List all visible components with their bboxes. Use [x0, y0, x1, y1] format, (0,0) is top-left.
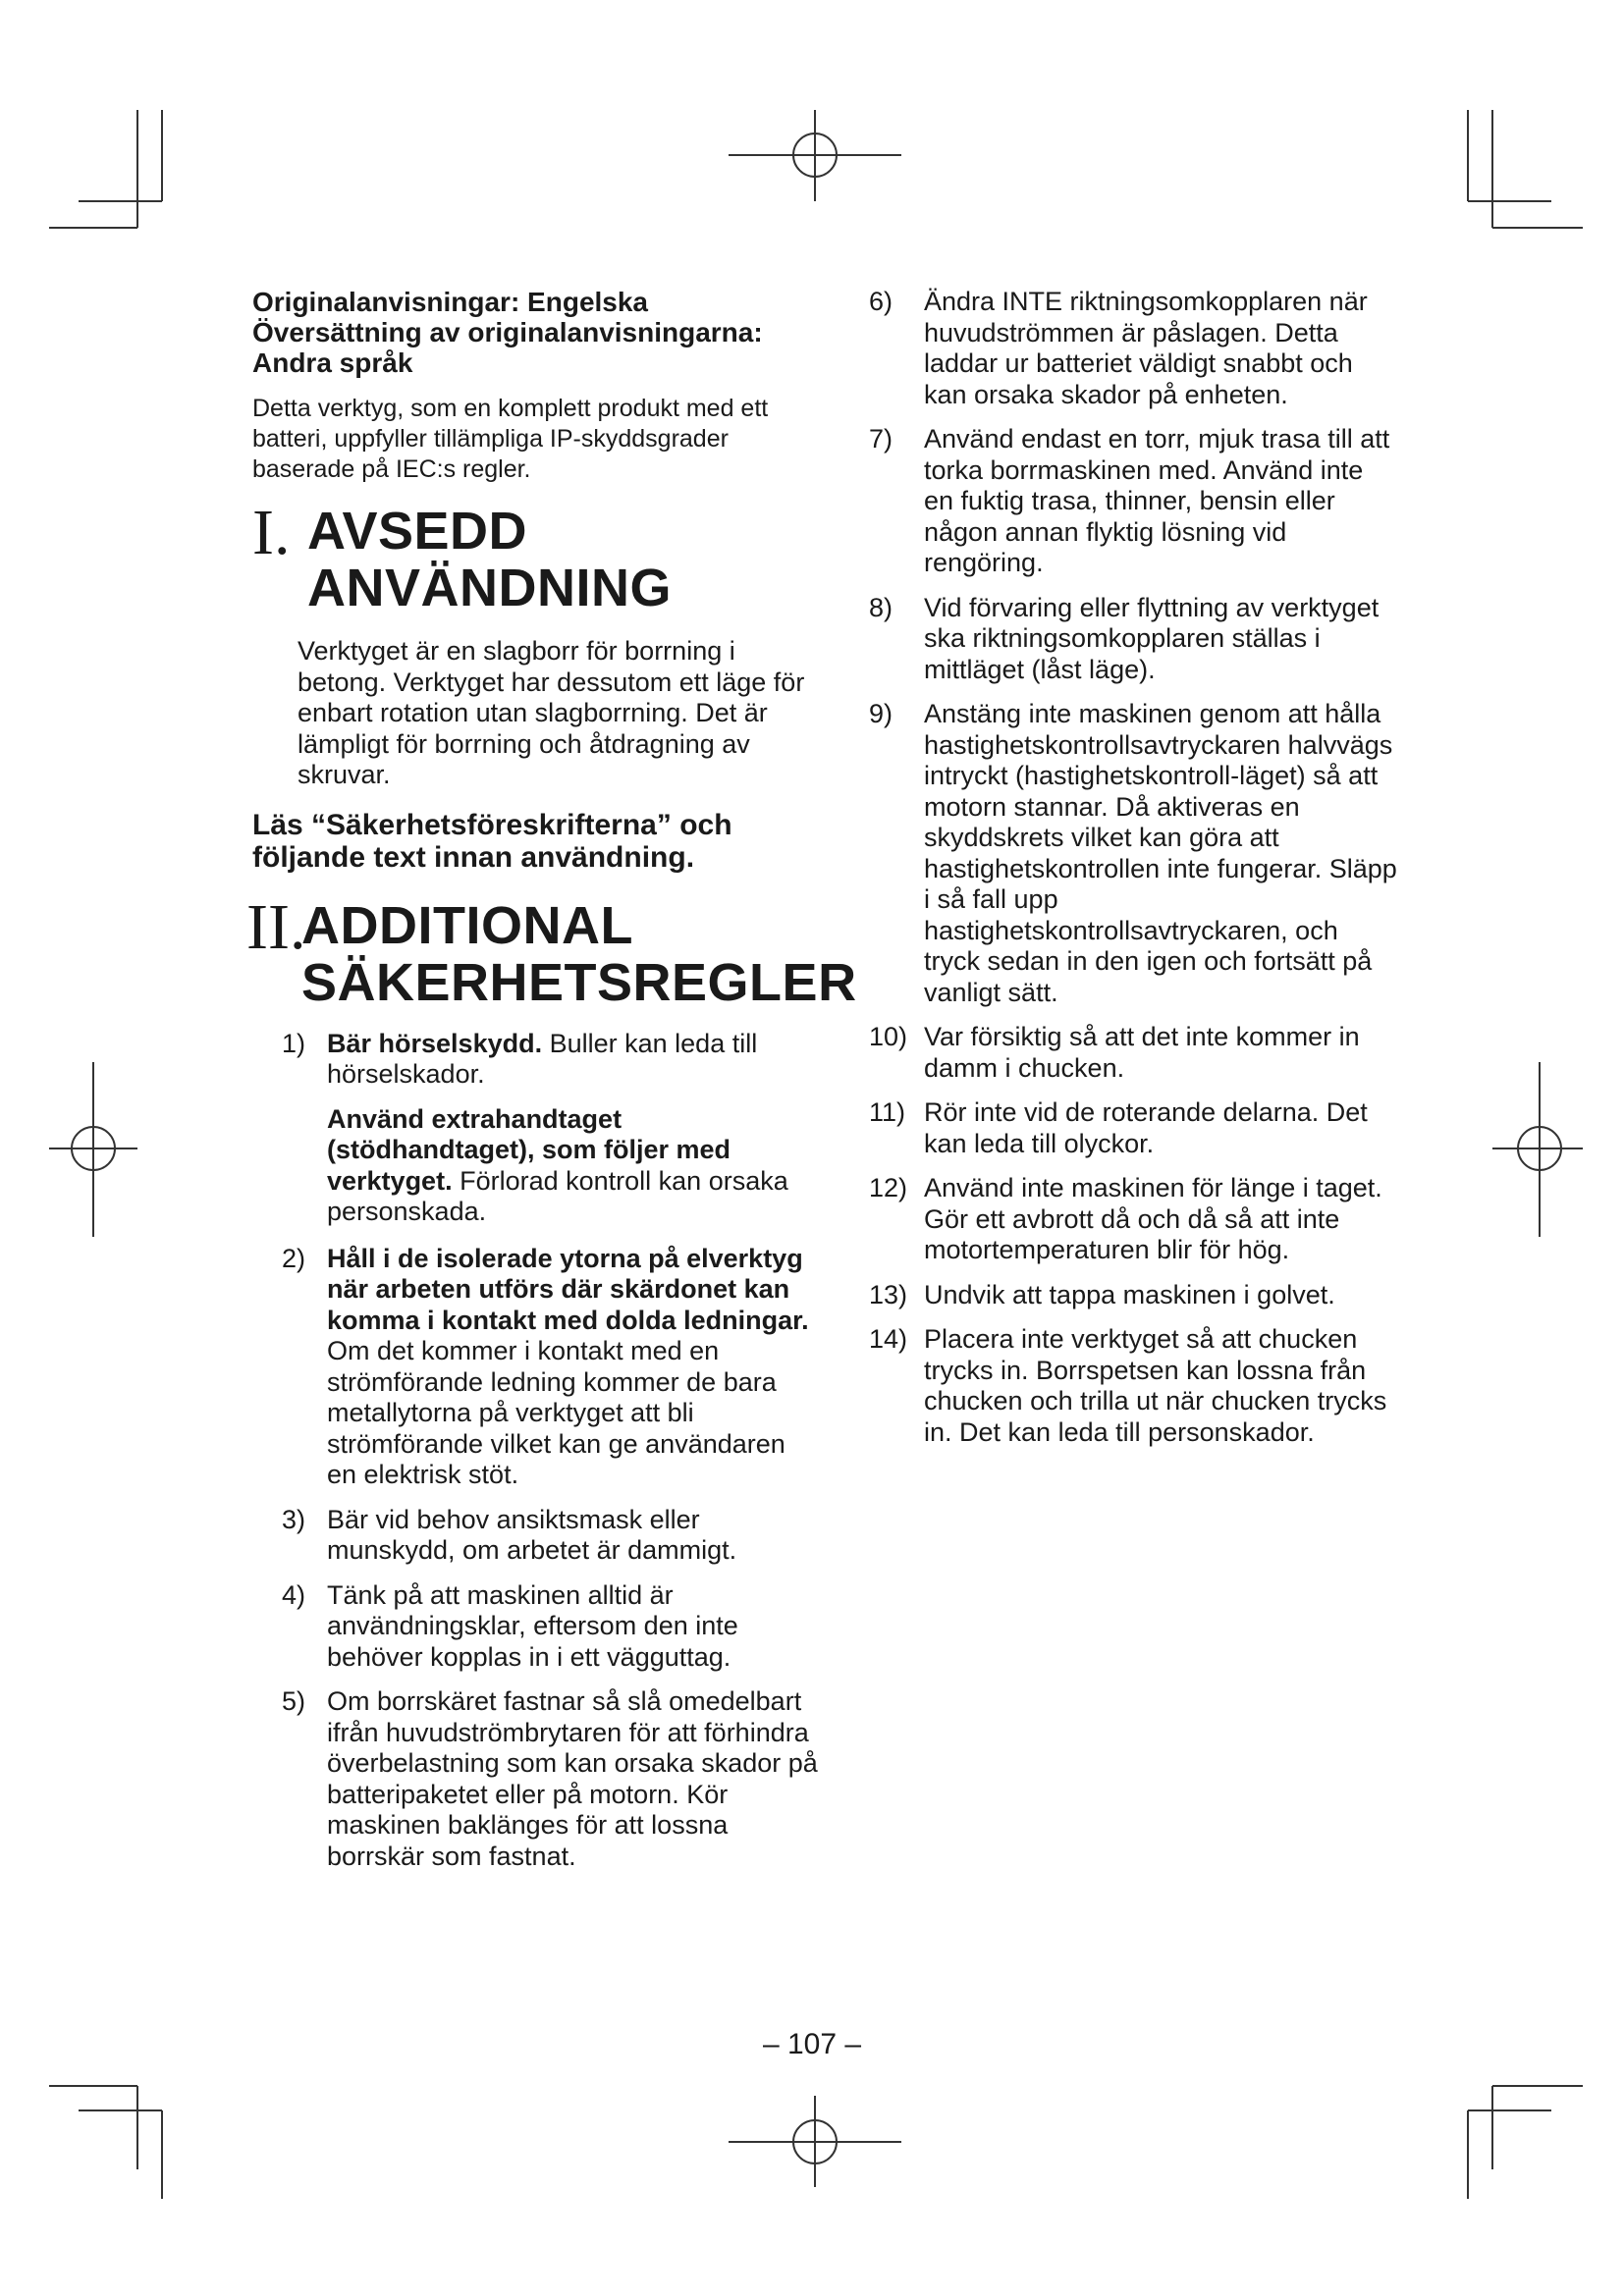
rule-number: 12) — [869, 1173, 908, 1202]
header-line-1: Originalanvisningar: Engelska — [252, 287, 649, 317]
rule-13 — [869, 1280, 1399, 1311]
rule-number: 2) — [282, 1243, 306, 1273]
rule-10 — [869, 1022, 1399, 1084]
rule-2 — [282, 1244, 822, 1491]
section-2-title: ADDITIONAL SÄKERHETSREGLER — [301, 895, 857, 1012]
rule-7-text: Använd endast en torr, mjuk trasa till att torka borrmaskinen med. Använd inte en fuktig trasa, thinner, bensin eller någon annan flyktig lösning vid rengöring. — [924, 424, 1390, 577]
rule-number: 9) — [869, 699, 893, 728]
rule-8 — [869, 593, 1399, 686]
rule-1-sub — [327, 1104, 822, 1228]
rule-6 — [869, 287, 1399, 410]
page-number: – 107 – — [762, 2028, 862, 2060]
rule-4-text: Tänk på att maskinen alltid är användningsklar, eftersom den inte behöver kopplas in i ett vägguttag. — [327, 1579, 738, 1672]
header-line-2: Översättning av originalanvisningarna: — [252, 317, 763, 347]
rule-2-text: Om det kommer i kontakt med en strömförande ledning kommer de bara metallytorna på verktyget att bli strömförande vilket kan ge användaren en elektrisk stöt. — [327, 1336, 785, 1489]
rule-number: 10) — [869, 1022, 908, 1051]
rule-14 — [869, 1324, 1399, 1448]
rule-1-bold: Bär hörselskydd. — [327, 1028, 543, 1058]
rule-number: 6) — [869, 287, 893, 316]
section-2-number: II. — [246, 890, 306, 963]
rule-1-text: Buller kan leda till hörselskador. — [327, 1028, 758, 1089]
rule-number: 4) — [282, 1579, 306, 1610]
section-1-number: I. — [252, 497, 291, 568]
section-1-heading — [252, 497, 822, 617]
section-1-body: Verktyget är en slagborr för borrning i betong. Verktyget har dessutom ett läge för enbart rotation utan slagborrning. Det är lämpligt för borrning och åtdragning av skruvar. — [298, 636, 805, 789]
safety-notice: Läs “Säkerhetsföreskrifterna” och följande text innan användning. — [252, 808, 732, 874]
rule-11 — [869, 1097, 1399, 1159]
rule-number: 14) — [869, 1324, 908, 1354]
rule-1-sub-bold: Använd extrahandtaget (stödhandtaget), som följer med verktyget. — [327, 1103, 731, 1196]
rule-number: 1) — [282, 1028, 306, 1058]
rule-4 — [282, 1580, 822, 1674]
rule-number: 3) — [282, 1504, 306, 1534]
rule-10-text: Var försiktig så att det inte kommer in damm i chucken. — [924, 1022, 1360, 1083]
rule-12 — [869, 1173, 1399, 1266]
section-1-title: AVSEDD ANVÄNDNING — [307, 502, 673, 617]
rule-5 — [282, 1686, 822, 1872]
rule-number: 11) — [869, 1097, 906, 1127]
rule-number: 8) — [869, 592, 893, 622]
rule-12-text: Använd inte maskinen för länge i taget. Gör ett avbrott då och då så att inte motortemperaturen blir för hög. — [924, 1173, 1382, 1264]
rule-2-bold: Håll i de isolerade ytorna på elverktyg när arbeten utförs där skärdonet kan komma i kontakt med dolda ledningar. — [327, 1243, 809, 1335]
language-header — [252, 287, 822, 378]
right-column — [869, 287, 1399, 1462]
section-2-heading — [246, 890, 857, 1012]
rule-9-text: Anstäng inte maskinen genom att hålla hastighetskontrollsavtryckaren halvvägs intryckt (hastighetskontroll-läget) så att motorn stannar. Då aktiveras en skyddskrets vilket kan göra att hastighetskontrollen inte fungerar. Släpp i så fall upp hastighetskontrollsavtryckaren, och tryck sedan in den igen och fortsätt på vanligt sätt. — [924, 699, 1397, 1007]
rule-7 — [869, 424, 1399, 579]
rule-13-text: Undvik att tappa maskinen i golvet. — [924, 1279, 1335, 1309]
rule-3 — [282, 1505, 822, 1567]
rule-number: 7) — [869, 424, 893, 454]
rule-1 — [282, 1029, 822, 1091]
rule-3-text: Bär vid behov ansiktsmask eller munskydd, om arbetet är dammigt. — [327, 1504, 737, 1565]
rule-8-text: Vid förvaring eller flyttning av verktyget ska riktningsomkopplaren ställas i mittläget (låst läge). — [924, 592, 1380, 684]
rule-6-text: Ändra INTE riktningsomkopplaren när huvudströmmen är påslagen. Detta laddar ur batteriet väldigt snabbt och kan orsaka skador på enheten. — [924, 287, 1368, 409]
rule-14-text: Placera inte verktyget så att chucken trycks in. Borrspetsen kan lossna från chucken och trilla ut när chucken trycks in. Det kan leda till personskador. — [924, 1324, 1387, 1447]
header-line-3: Andra språk — [252, 347, 413, 378]
rule-9 — [869, 699, 1399, 1008]
rule-1-sub-text: Förlorad kontroll kan orsaka personskada. — [327, 1165, 788, 1226]
rule-5-text: Om borrskäret fastnar så slå omedelbart ifrån huvudströmbrytaren för att förhindra överbelastning som kan orsaka skador på batteripaketet eller på motorn. Kör maskinen baklänges för att lossna borrskär som fastnat. — [327, 1686, 818, 1871]
rule-number: 5) — [282, 1686, 306, 1716]
rule-11-text: Rör inte vid de roterande delarna. Det kan leda till olyckor. — [924, 1097, 1368, 1158]
intro-text: Detta verktyg, som en komplett produkt med ett batteri, uppfyller tillämpliga IP-skyddsgrader baserade på IEC:s regler. — [252, 395, 769, 483]
rule-number: 13) — [869, 1279, 908, 1309]
left-column — [246, 287, 857, 1886]
